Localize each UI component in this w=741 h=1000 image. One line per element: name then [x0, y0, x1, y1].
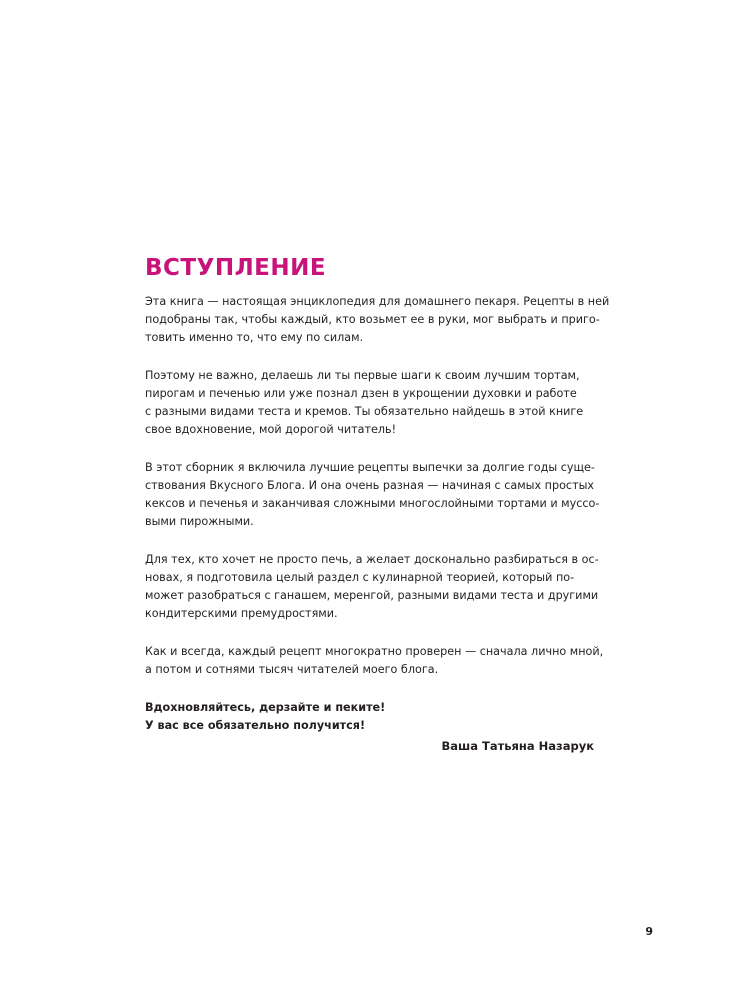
text-line: У вас все обязательно получится! — [145, 719, 366, 732]
page-number: 9 — [645, 925, 653, 938]
text-line: выми пирожными. — [145, 515, 254, 528]
paragraph-3 — [145, 459, 600, 531]
text-line: свое вдохновение, мой дорогой читатель! — [145, 423, 397, 436]
text-line: с разными видами теста и кремов. Ты обязательно найдешь в этой книге — [145, 405, 584, 418]
text-line: пирогам и печенью или уже познал дзен в укрощении духовки и работе — [145, 387, 577, 400]
text-line: товить именно то, что ему по силам. — [145, 331, 364, 344]
text-line: Эта книга — настоящая энциклопедия для домашнего пекаря. Рецепты в ней — [145, 295, 610, 308]
text-line: кондитерскими премудростями. — [145, 607, 338, 620]
paragraph-1 — [145, 293, 610, 347]
text-line: а потом и сотнями тысяч читателей моего блога. — [145, 663, 439, 676]
text-line: Как и всегда, каждый рецепт многократно проверен — сначала лично мной, — [145, 645, 604, 658]
closing-remark — [145, 699, 595, 735]
page-title: ВСТУПЛЕНИЕ — [145, 255, 327, 281]
text-line: кексов и печенья и заканчивая сложными многослойными тортами и муссо- — [145, 497, 600, 510]
paragraph-2 — [145, 367, 595, 439]
text-line: может разобраться с ганашем, меренгой, разными видами теста и другими — [145, 589, 599, 602]
paragraph-5 — [145, 643, 604, 679]
text-line: ствования Вкусного Блога. И она очень разная — начиная с самых простых — [145, 479, 595, 492]
text-line: Поэтому не важно, делаешь ли ты первые шаги к своим лучшим тортам, — [145, 369, 580, 382]
text-line: Вдохновляйтесь, дерзайте и пеките! — [145, 701, 386, 714]
text-line: В этот сборник я включила лучшие рецепты выпечки за долгие годы суще- — [145, 461, 595, 474]
intro-text — [145, 293, 610, 735]
text-line: подобраны так, чтобы каждый, кто возьмет ее в руки, мог выбрать и приго- — [145, 313, 600, 326]
text-line: Для тех, кто хочет не просто печь, а желает досконально разбираться в ос- — [145, 553, 599, 566]
author-signature: Ваша Татьяна Назарук — [441, 739, 594, 753]
text-line: новах, я подготовила целый раздел с кулинарной теорией, который по- — [145, 571, 575, 584]
paragraph-4 — [145, 551, 599, 623]
